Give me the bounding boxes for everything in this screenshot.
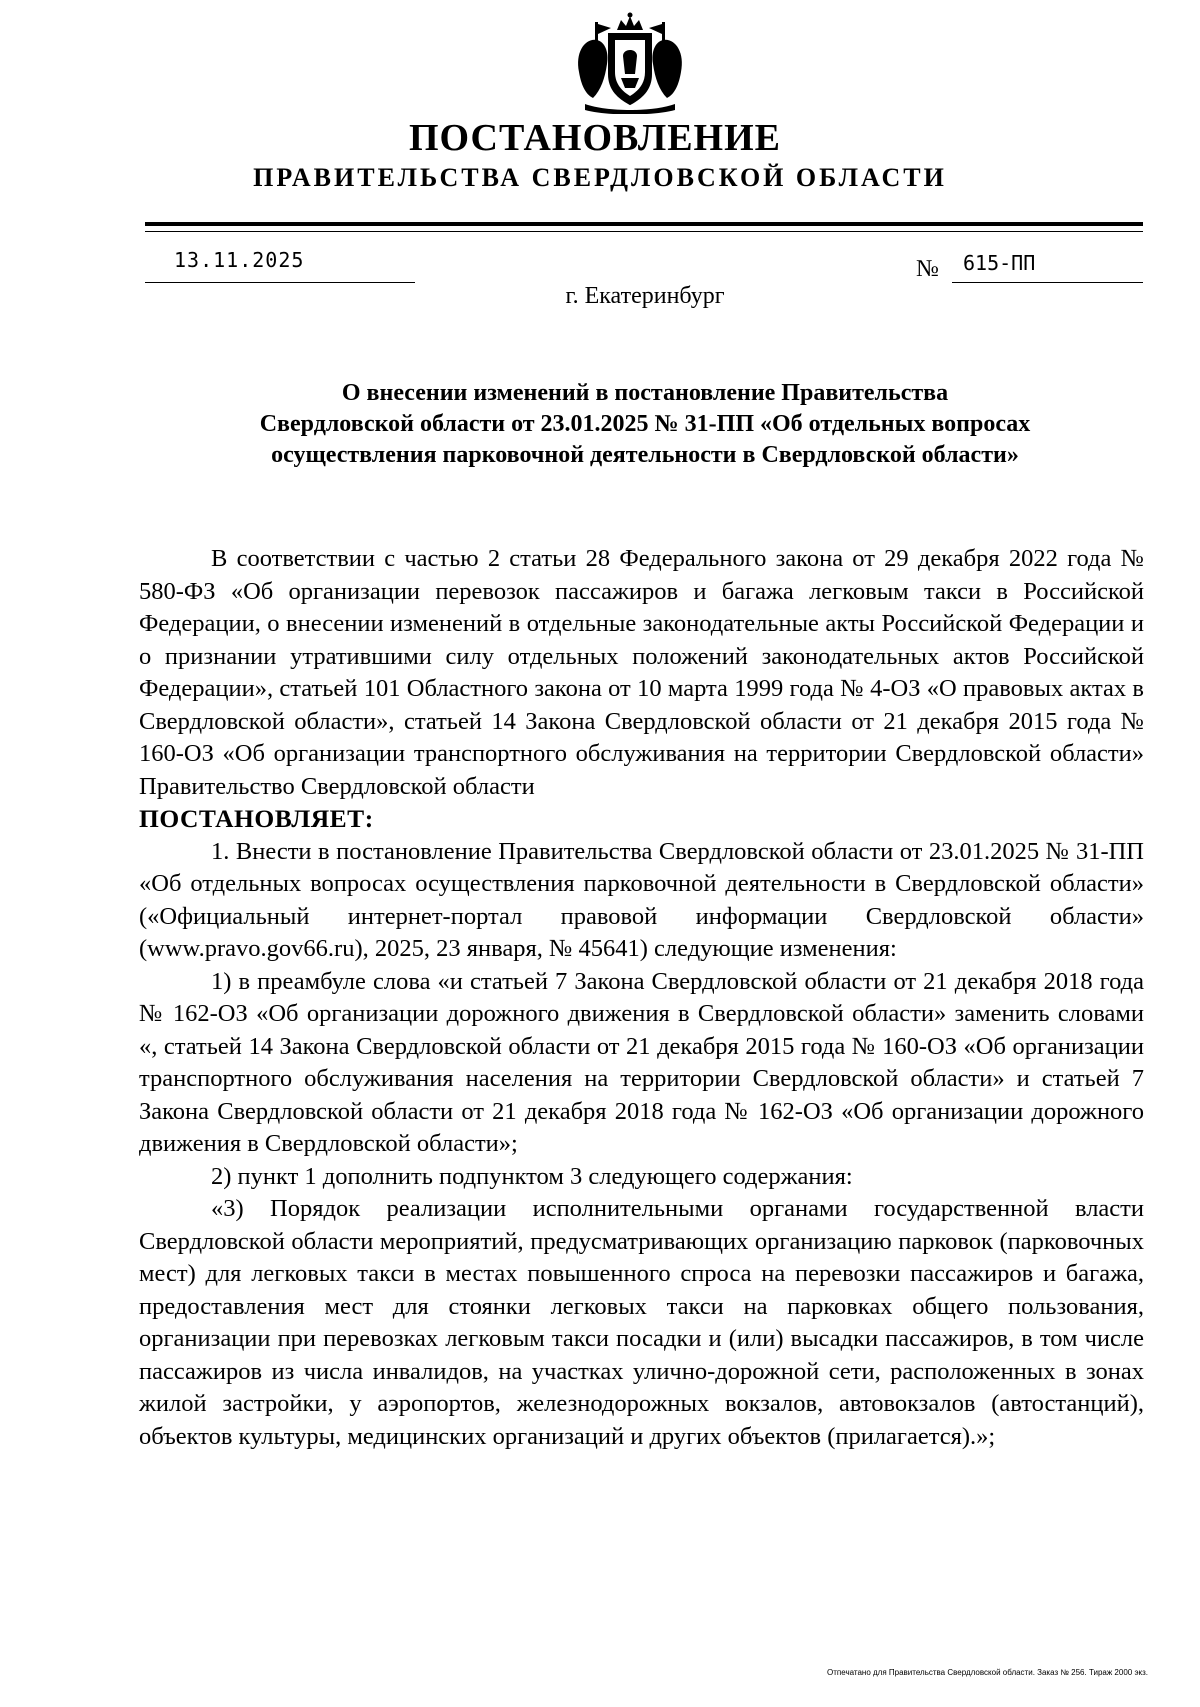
document-issuer: ПРАВИТЕЛЬСТВА СВЕРДЛОВСКОЙ ОБЛАСТИ	[253, 163, 947, 192]
document-title: ПОСТАНОВЛЕНИЕ	[408, 117, 782, 159]
document-number: 615-ПП	[963, 251, 1036, 275]
subitem-1-paragraph: 1) в преамбуле слова «и статьей 7 Закона Свердловской области от 21 декабря 2018 года № 162-ОЗ «Об организации дорожного движения в Свердловской области» заменить словами «, статьей 14 Закона Свердловской области от 21 декабря 2015 года № 160-ОЗ «Об организации транспортного обслуживания населения на территории Свердловской области» и статьей 7 Закона Свердловской области от 21 декабря 2018 года № 162-ОЗ «Об организации дорожного движения в Свердловской области»;	[139, 967, 1144, 1157]
header-rule-thick	[145, 222, 1143, 226]
decree-word: ПОСТАНОВЛЯЕТ:	[139, 804, 374, 833]
document-heading	[140, 378, 1150, 471]
preamble-paragraph: В соответствии с частью 2 статьи 28 Федерального закона от 29 декабря 2022 года № 580-ФЗ «Об организации перевозок пассажиров и багажа легковым такси в Российской Федерации, о внесении изменений в отдельные законодательные акты Российской Федерации и о признании утратившими силу отдельных положений законодательных актов Российской Федерации», статьей 101 Областного закона от 10 марта 1999 года № 4-ОЗ «О правовых актах в Свердловской области», статьей 14 Закона Свердловской области от 21 декабря 2015 года № 160-ОЗ «Об организации транспортного обслуживания на территории Свердловской области» Правительство Свердловской области	[139, 545, 1144, 800]
document-body	[139, 543, 1144, 1453]
print-imprint: Отпечатано для Правительства Свердловской области. Заказ № 256. Тираж 2000 экз.	[827, 1668, 1148, 1677]
heading-line: О внесении изменений в постановление Правительства	[341, 380, 949, 406]
header-rule-thin	[145, 231, 1143, 232]
coat-of-arms-icon	[571, 12, 689, 114]
subitem-2-text-paragraph: «3) Порядок реализации исполнительными органами государственной власти Свердловской области мероприятий, предусматривающих организацию парковок (парковочных мест) для легковых такси в местах повышенного спроса на перевозки пассажиров и багажа, предоставления мест для стоянки легковых такси на парковках общего пользования, организации при перевозках легковым такси посадки и (или) высадки пассажиров, в том числе пассажиров из числа инвалидов, на участках улично-дорожной сети, расположенных в зонах жилой застройки, у аэропортов, железнодорожных вокзалов, автовокзалов (автостанций), объектов культуры, медицинских организаций и других объектов (прилагается).»;	[139, 1195, 1144, 1450]
subitem-2-paragraph: 2) пункт 1 дополнить подпунктом 3 следующего содержания:	[211, 1162, 853, 1190]
heading-line: осуществления парковочной деятельности в Свердловской области»	[271, 442, 1019, 468]
document-date: 13.11.2025	[174, 248, 305, 272]
number-sign: №	[916, 256, 939, 282]
item-1-paragraph: 1. Внести в постановление Правительства Свердловской области от 23.01.2025 № 31-ПП «Об отдельных вопросах осуществления парковочной деятельности в Свердловской области» («Официальный интернет-портал правовой информации Свердловской области» (www.pravo.gov66.ru), 2025, 23 января, № 45641) следующие изменения:	[139, 837, 1144, 962]
heading-line: Свердловской области от 23.01.2025 № 31-ПП «Об отдельных вопросах	[259, 411, 1031, 437]
document-city: г. Екатеринбург	[565, 283, 725, 309]
